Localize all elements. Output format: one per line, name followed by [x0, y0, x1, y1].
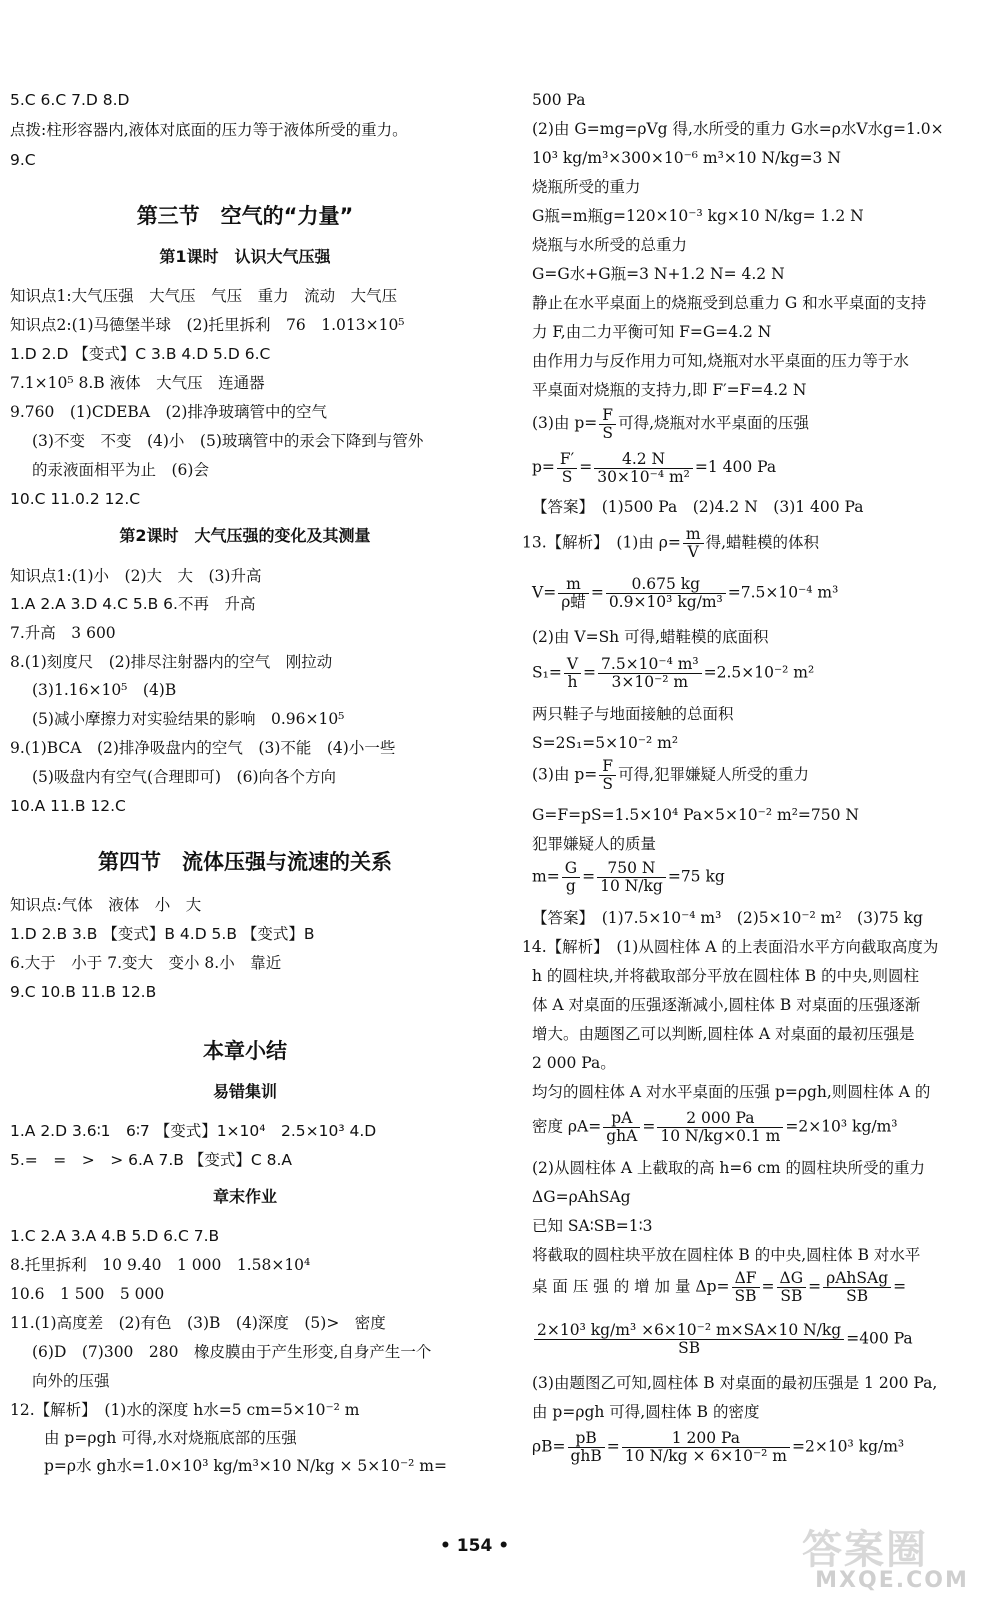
- numerator: pB: [568, 1430, 605, 1448]
- fraction: [558, 576, 589, 611]
- answer-line: 11.(1)高度差 (2)有色 (3)B (4)深度 (5)> 密度: [10, 1314, 386, 1332]
- formula-line: [532, 1270, 906, 1305]
- solution-line: 2 000 Pa。: [532, 1054, 616, 1072]
- formula-line: [532, 404, 809, 442]
- answer-line: 1.D 2.B 3.B 【变式】B 4.D 5.B 【变式】B: [10, 925, 315, 943]
- formula-text: =: [583, 663, 597, 682]
- fraction: [597, 860, 666, 895]
- watermark-logo: [798, 1518, 986, 1594]
- denominator: h: [567, 673, 578, 691]
- fraction: [557, 451, 577, 486]
- fraction: [562, 860, 580, 895]
- subsection-title: 章末作业: [212, 1187, 277, 1206]
- formula-text: 得,蜡鞋模的体积: [705, 533, 820, 552]
- answer-line: 10.A 11.B 12.C: [10, 797, 126, 815]
- formula-line: [532, 758, 809, 793]
- denominator: V: [687, 543, 699, 561]
- fraction: [823, 1270, 891, 1305]
- answer-line: 10.6 1 500 5 000: [10, 1285, 165, 1303]
- solution-line: 犯罪嫌疑人的质量: [532, 835, 657, 853]
- denominator: SB: [734, 1287, 757, 1305]
- solution-line: (2)由 V=Sh 可得,蜡鞋模的底面积: [532, 628, 769, 646]
- fraction: [599, 758, 616, 793]
- formula-text: =2.5×10⁻² m²: [703, 663, 815, 682]
- denominator: ghB: [570, 1447, 602, 1465]
- solution-line: 将截取的圆柱块平放在圆柱体 B 的中央,圆柱体 B 对水平: [532, 1246, 921, 1264]
- formula-text: =: [893, 1277, 907, 1296]
- denominator: ρ蜡: [561, 593, 586, 611]
- answer-line: 1.A 2.A 3.D 4.C 5.B 6.不再 升高: [10, 595, 256, 613]
- answer-line: 7.升高 3 600: [10, 624, 116, 642]
- fraction: [568, 1430, 605, 1465]
- answer-line: 9.(1)BCA (2)排净吸盘内的空气 (3)不能 (4)小一些: [10, 739, 396, 757]
- formula-text: =: [642, 1117, 656, 1136]
- fraction: [606, 576, 726, 611]
- formula-text: 可得,烧瓶对水平桌面的压强: [618, 414, 809, 432]
- formula-text: 可得,犯罪嫌疑人所受的重力: [618, 765, 809, 784]
- watermark-logo-text: 答案圈: [802, 1527, 928, 1573]
- formula-text: ρB=: [532, 1437, 566, 1456]
- answer-line: 6.大于 小于 7.变大 变小 8.小 靠近: [10, 954, 282, 972]
- answer-line: 【答案】 (1)500 Pa (2)4.2 N (3)1 400 Pa: [532, 498, 864, 516]
- answer-line: (6)D (7)300 280 橡皮膜由于产生形变,自身产生一个: [32, 1343, 432, 1361]
- formula-line: [532, 656, 814, 691]
- denominator: SB: [678, 1339, 701, 1357]
- solution-line: 烧瓶所受的重力: [532, 178, 641, 196]
- solution-line: 烧瓶与水所受的总重力: [532, 236, 688, 254]
- formula-line: [532, 1110, 898, 1145]
- numerator: 2×10³ kg/m³ ×6×10⁻² m×SA×10 N/kg: [534, 1322, 844, 1340]
- answer-line: 7.1×10⁵ 8.B 液体 大气压 连通器: [10, 374, 265, 392]
- answer-line: 知识点1:大气压强 大气压 气压 重力 流动 大气压: [10, 287, 398, 305]
- section-title: 第四节 流体压强与流速的关系: [98, 850, 392, 874]
- answer-line: 知识点2:(1)马德堡半球 (2)托里拆利 76 1.013×10⁵: [10, 316, 405, 334]
- answer-line: (3)1.16×10⁵ (4)B: [32, 681, 177, 699]
- formula-text: m=: [532, 867, 560, 886]
- solution-line: (2)由 G=mg=ρVg 得,水所受的重力 G水=ρ水V水g=1.0×: [532, 120, 944, 138]
- numerator: 750 N: [597, 860, 666, 878]
- solution-line: 平桌面对烧瓶的支持力,即 F′=F=4.2 N: [532, 381, 807, 399]
- formula-text: =: [590, 583, 604, 602]
- denominator: 10 N/kg×0.1 m: [660, 1127, 781, 1145]
- numerator: 4.2 N: [594, 451, 693, 469]
- answer-line: 9.C: [10, 151, 36, 169]
- formula-text: p=: [532, 458, 555, 476]
- formula-text: =2×10³ kg/m³: [791, 1437, 905, 1456]
- formula-text: =75 kg: [667, 867, 725, 886]
- fraction: [594, 451, 693, 486]
- answer-line: 由 p=ρgh 可得,水对烧瓶底部的压强: [44, 1429, 297, 1447]
- formula-text: =: [579, 458, 593, 476]
- formula-text: =7.5×10⁻⁴ m³: [727, 583, 839, 602]
- answer-line: 5.C 6.C 7.D 8.D: [10, 91, 130, 109]
- formula-line: [532, 448, 776, 486]
- denominator: 10 N/kg × 6×10⁻² m: [624, 1447, 787, 1465]
- fraction: [598, 656, 702, 691]
- solution-line: G瓶=m瓶g=120×10⁻³ kg×10 N/kg= 1.2 N: [532, 207, 864, 225]
- answer-line: (5)减小摩擦力对实验结果的影响 0.96×10⁵: [32, 710, 345, 728]
- answer-line: 8.(1)刻度尺 (2)排尽注射器内的空气 刚拉动: [10, 653, 333, 671]
- formula-text: =1 400 Pa: [694, 458, 777, 476]
- denominator: ghA: [606, 1127, 638, 1145]
- formula-text: =: [808, 1277, 822, 1296]
- fraction: [564, 656, 581, 691]
- solution-line: 14.【解析】 (1)从圆柱体 A 的上表面沿水平方向截取高度为: [522, 938, 939, 956]
- denominator: 0.9×10³ kg/m³: [608, 593, 723, 611]
- answer-line: 向外的压强: [32, 1372, 110, 1390]
- fraction: [599, 407, 616, 442]
- solution-line: 静止在水平桌面上的烧瓶受到总重力 G 和水平桌面的支持: [532, 294, 927, 312]
- numerator: m: [558, 576, 589, 594]
- numerator: G: [562, 860, 580, 878]
- solution-line: (3)由题图乙可知,圆柱体 B 对桌面的最初压强是 1 200 Pa,: [532, 1374, 938, 1392]
- formula-line: [532, 1322, 913, 1357]
- answer-line: (5)吸盘内有空气(合理即可) (6)向各个方向: [32, 768, 337, 786]
- fraction: [657, 1110, 783, 1145]
- solution-line: 力 F,由二力平衡可知 F=G=4.2 N: [532, 323, 772, 341]
- formula-text: 桌 面 压 强 的 增 加 量 Δp=: [532, 1277, 730, 1296]
- solution-line: ΔG=ρAhSAg: [532, 1188, 631, 1206]
- formula-text: =: [761, 1277, 775, 1296]
- solution-line: 体 A 对桌面的压强逐渐减小,圆柱体 B 对桌面的压强逐渐: [532, 996, 921, 1014]
- numerator: 7.5×10⁻⁴ m³: [598, 656, 702, 674]
- formula-line: [532, 860, 725, 895]
- answer-line: 9.C 10.B 11.B 12.B: [10, 983, 157, 1001]
- denominator: SB: [780, 1287, 803, 1305]
- formula-line: [532, 576, 838, 611]
- fraction: [777, 1270, 807, 1305]
- solution-line: 由 p=ρgh 可得,圆柱体 B 的密度: [532, 1403, 760, 1421]
- hint-line: 点拨:柱形容器内,液体对底面的压力等于液体所受的重力。: [10, 121, 408, 139]
- numerator: ΔF: [732, 1270, 760, 1288]
- answer-line: 的汞液面相平为止 (6)会: [32, 461, 209, 479]
- numerator: pA: [603, 1110, 640, 1128]
- lesson-title: 第2课时 大气压强的变化及其测量: [119, 526, 371, 545]
- watermark-url: MXQE.COM: [815, 1568, 969, 1593]
- page-number: • 154 •: [440, 1536, 510, 1556]
- answer-line: 12.【解析】 (1)水的深度 h水=5 cm=5×10⁻² m: [10, 1401, 360, 1419]
- numerator: 0.675 kg: [606, 576, 726, 594]
- solution-line: G=F=pS=1.5×10⁴ Pa×5×10⁻² m²=750 N: [532, 806, 859, 824]
- answer-line: 1.D 2.D 【变式】C 3.B 4.D 5.D 6.C: [10, 345, 271, 363]
- answer-line: 5.= = > > 6.A 7.B 【变式】C 8.A: [10, 1151, 292, 1169]
- answer-line: 知识点:气体 液体 小 大: [10, 896, 202, 914]
- formula-text: =: [606, 1437, 620, 1456]
- lesson-title: 第1课时 认识大气压强: [159, 247, 331, 266]
- numerator: m: [683, 526, 704, 544]
- denominator: SB: [846, 1287, 869, 1305]
- fraction: [622, 1430, 790, 1465]
- answer-line: 9.760 (1)CDEBA (2)排净玻璃管中的空气: [10, 403, 327, 421]
- formula-text: S₁=: [532, 663, 562, 682]
- numerator: 1 200 Pa: [622, 1430, 790, 1448]
- formula-text: 密度 ρA=: [532, 1117, 602, 1136]
- numerator: ΔG: [777, 1270, 807, 1288]
- solution-line: 由作用力与反作用力可知,烧瓶对水平桌面的压力等于水: [532, 352, 909, 370]
- numerator: F: [599, 758, 616, 776]
- section-title: 第三节 空气的“力量”: [136, 204, 354, 228]
- fraction: [534, 1322, 844, 1357]
- numerator: F′: [557, 451, 577, 469]
- formula-text: 13.【解析】 (1)由 ρ=: [522, 533, 681, 552]
- fraction: [603, 1110, 640, 1145]
- solution-line: 已知 SA∶SB=1∶3: [532, 1217, 653, 1235]
- formula-line: [522, 526, 819, 561]
- section-title: 本章小结: [203, 1039, 287, 1063]
- solution-line: 增大。由题图乙可以判断,圆柱体 A 对桌面的最初压强是: [532, 1025, 915, 1043]
- solution-line: 10³ kg/m³×300×10⁻⁶ m³×10 N/kg=3 N: [532, 149, 841, 167]
- solution-line: 两只鞋子与地面接触的总面积: [532, 705, 734, 723]
- formula-text: =2×10³ kg/m³: [785, 1117, 898, 1136]
- denominator: S: [602, 775, 613, 793]
- solution-line: 均匀的圆柱体 A 对水平桌面的压强 p=ρgh,则圆柱体 A 的: [532, 1083, 931, 1101]
- answer-line: 知识点1:(1)小 (2)大 大 (3)升高: [10, 567, 262, 585]
- solution-line: 500 Pa: [532, 91, 586, 109]
- formula-text: (3)由 p=: [532, 414, 598, 432]
- denominator: S: [561, 467, 573, 486]
- formula-text: =400 Pa: [846, 1329, 913, 1348]
- answer-line: 1.C 2.A 3.A 4.B 5.D 6.C 7.B: [10, 1227, 220, 1245]
- numerator: F: [599, 407, 616, 425]
- formula-text: (3)由 p=: [532, 765, 598, 784]
- denominator: 30×10⁻⁴ m²: [597, 467, 690, 486]
- numerator: 2 000 Pa: [657, 1110, 783, 1128]
- solution-line: S=2S₁=5×10⁻² m²: [532, 734, 679, 752]
- formula-text: V=: [532, 583, 557, 602]
- answer-line: 1.A 2.D 3.6∶1 6∶7 【变式】1×10⁴ 2.5×10³ 4.D: [10, 1122, 377, 1140]
- solution-line: h 的圆柱块,并将截取部分平放在圆柱体 B 的中央,则圆柱: [532, 967, 920, 985]
- answer-line: 8.托里拆利 10 9.40 1 000 1.58×10⁴: [10, 1256, 311, 1274]
- answer-line: 【答案】 (1)7.5×10⁻⁴ m³ (2)5×10⁻² m² (3)75 kg: [532, 909, 923, 927]
- denominator: g: [565, 877, 576, 895]
- numerator: V: [564, 656, 581, 674]
- denominator: 10 N/kg: [600, 877, 663, 895]
- solution-line: (2)从圆柱体 A 上截取的高 h=6 cm 的圆柱块所受的重力: [532, 1159, 925, 1177]
- denominator: S: [602, 423, 613, 442]
- formula-text: =: [582, 867, 596, 886]
- solution-line: G=G水+G瓶=3 N+1.2 N= 4.2 N: [532, 265, 785, 283]
- fraction: [683, 526, 704, 561]
- denominator: 3×10⁻² m: [611, 673, 689, 691]
- answer-line: (3)不变 不变 (4)小 (5)玻璃管中的汞会下降到与管外: [32, 432, 424, 450]
- fraction: [732, 1270, 760, 1305]
- answer-line: 10.C 11.0.2 12.C: [10, 490, 141, 508]
- subsection-title: 易错集训: [212, 1082, 277, 1101]
- formula-line: [532, 1430, 904, 1465]
- numerator: ρAhSAg: [823, 1270, 891, 1288]
- answer-line: p=ρ水 gh水=1.0×10³ kg/m³×10 N/kg × 5×10⁻² m=: [44, 1457, 447, 1475]
